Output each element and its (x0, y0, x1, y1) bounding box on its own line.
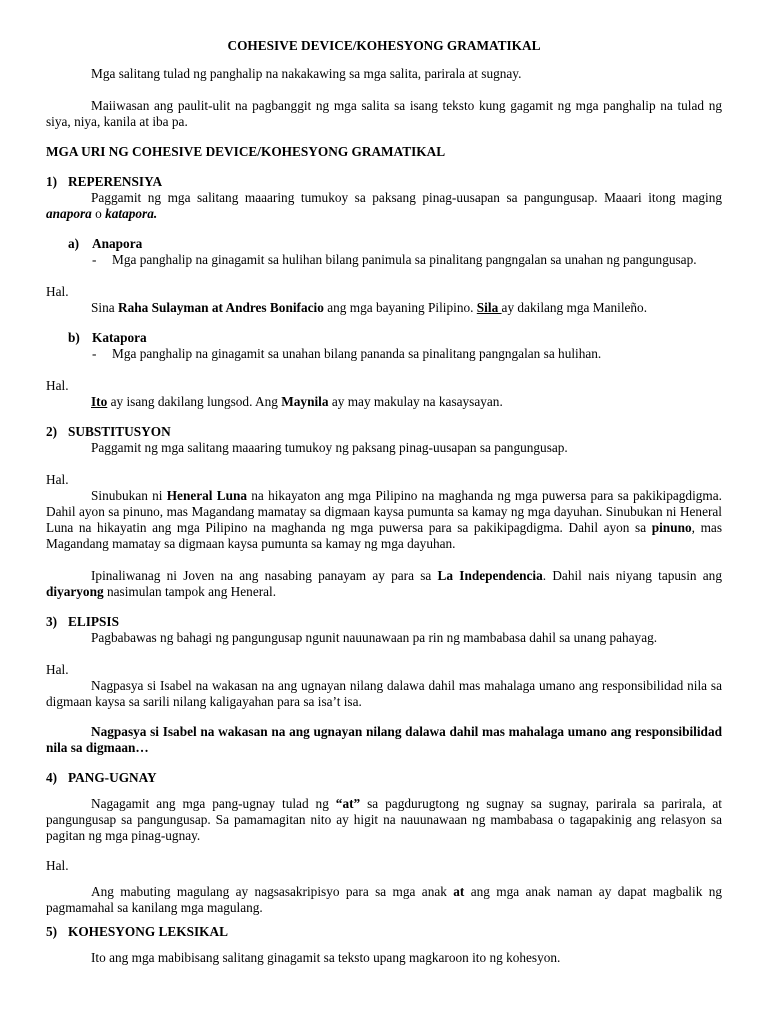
section-heading-pang-ugnay (46, 770, 722, 786)
hal-label: Hal. (46, 284, 69, 299)
subsection-heading-anapora (46, 236, 722, 252)
substitusyon-example-1: Sinubukan ni Heneral Luna na hikayaton ang mga Pilipino na maghanda ng mga puwersa para sa pakikipagdigma. Dahil ayon sa pinuno, mas Magandang mamatay sa digmaan kaysa pumunta sa kamay ng mga dayuhan. Sinubukan ni Heneral Luna na hikayatin ang mga Pilipino na maghanda ng mga puwersa para sa pakikipagdigma. Dahil ayon sa pinuno, mas Magandang mamatay sa digmaan kaysa pumunta sa kamay ng mga dayuhan. (46, 488, 722, 551)
section-title: REPERENSIYA (68, 174, 163, 189)
substitusyon-description: Paggamit ng mga salitang maaaring tumukoy ng paksang pinag-uusapan sa pangungusap. (91, 440, 568, 455)
elipsis-example-2: Nagpasya si Isabel na wakasan na ang ugnayan nilang dalawa dahil mas mahalaga umano ang responsibilidad nila sa digmaan… (46, 724, 722, 755)
pang-ugnay-example: Ang mabuting magulang ay nagsasakripisyo para sa mga anak at ang mga anak naman ay dapat magbalik ng pagmamahal sa kanilang mga magulang. (46, 884, 722, 915)
main-heading: MGA URI NG COHESIVE DEVICE/KOHESYONG GRAMATIKAL (46, 144, 446, 159)
reperensiya-description: Paggamit ng mga salitang maaaring tumukoy sa paksang pinag-uusapan sa pangungusap. Maaari itong maging anapora o katapora. (46, 190, 722, 221)
section-number: 1) (46, 174, 58, 189)
section-heading-kohesyong-leksikal (46, 924, 722, 940)
bullet-text: Mga panghalip na ginagamit sa hulihan bilang panimula sa pinalitang pangngalan sa unahan ng pangungusap. (112, 252, 697, 267)
bullet-dash: - (92, 252, 97, 267)
section-title: KOHESYONG LEKSIKAL (68, 924, 228, 939)
section-title: PANG-UGNAY (68, 770, 157, 785)
section-heading-reperensiya (46, 174, 722, 190)
section-number: 3) (46, 614, 58, 629)
section-heading-elipsis (46, 614, 722, 630)
section-number: 2) (46, 424, 58, 439)
hal-label: Hal. (46, 472, 69, 487)
section-heading-substitusyon (46, 424, 722, 440)
intro-paragraph-2: Maiiwasan ang paulit-ulit na pagbanggit ng mga salita sa isang teksto kung gagamit ng mga panghalip na tulad ng siya, niya, kanila at iba pa. (46, 98, 722, 129)
kohesyong-leksikal-description: Ito ang mga mabibisang salitang ginagamit sa teksto upang magkaroon ito ng kohesyon. (91, 950, 561, 965)
hal-label: Hal. (46, 662, 69, 677)
subsection-heading-katapora (46, 330, 722, 346)
subsection-letter: a) (68, 236, 80, 251)
subsection-letter: b) (68, 330, 80, 345)
section-title: ELIPSIS (68, 614, 119, 629)
hal-label: Hal. (46, 858, 69, 873)
katapora-bullet (46, 346, 722, 362)
katapora-term: katapora. (105, 206, 158, 221)
intro-paragraph-1: Mga salitang tulad ng panghalip na nakakawing sa mga salita, parirala at sugnay. (91, 66, 522, 81)
section-number: 4) (46, 770, 58, 785)
hal-label: Hal. (46, 378, 69, 393)
subsection-title: Katapora (92, 330, 147, 345)
elipsis-example-1: Nagpasya si Isabel na wakasan na ang ugnayan nilang dalawa dahil mas mahalaga umano ang responsibilidad nila sa digmaan kaysa sa sarili nilang kaligayahan para sa isa’t isa. (46, 678, 722, 709)
anapora-term: anapora (46, 206, 92, 221)
bullet-dash: - (92, 346, 97, 361)
anapora-example: Sina Raha Sulayman at Andres Bonifacio ang mga bayaning Pilipino. Sila ay dakilang mga Manileño. (91, 300, 648, 315)
section-title: SUBSTITUSYON (68, 424, 171, 439)
section-number: 5) (46, 924, 58, 939)
anapora-bullet (46, 252, 722, 268)
pang-ugnay-description: Nagagamit ang mga pang-ugnay tulad ng “at” sa pagdurugtong ng sugnay sa sugnay, parirala sa parirala, at pangungusap sa pangungusap. Sa pamamagitan nito ay higit na nauunawaan ng mambabasa o tagapakinig ang relasyon sa pagitan ng mga pinag-ugnay. (46, 796, 722, 843)
katapora-example: Ito ay isang dakilang lungsod. Ang Maynila ay may makulay na kasaysayan. (91, 394, 503, 409)
bullet-text: Mga panghalip na ginagamit sa unahan bilang pananda sa pinalitang pangngalan sa hulihan. (112, 346, 602, 361)
document-title: COHESIVE DEVICE/KOHESYONG GRAMATIKAL (227, 38, 541, 53)
substitusyon-example-2: Ipinaliwanag ni Joven na ang nasabing panayam ay para sa La Independencia. Dahil nais niyang tapusin ang diyaryong nasimulan tampok ang Heneral. (46, 568, 722, 599)
elipsis-description: Pagbabawas ng bahagi ng pangungusap ngunit nauunawaan pa rin ng mambabasa dahil sa unang pahayag. (91, 630, 658, 645)
subsection-title: Anapora (92, 236, 143, 251)
